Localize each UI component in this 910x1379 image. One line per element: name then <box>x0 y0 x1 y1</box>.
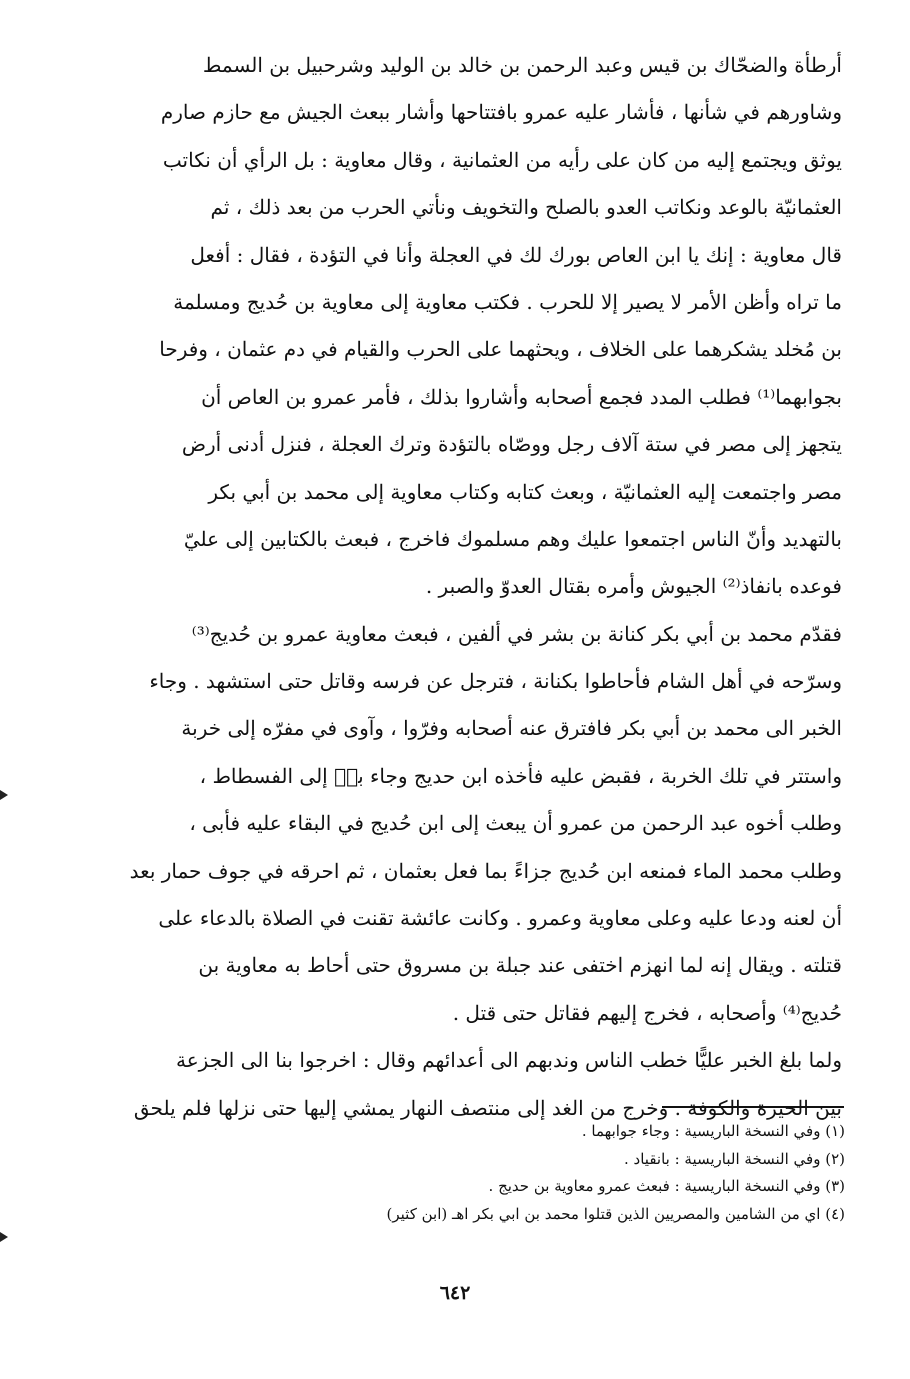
text-line: الخبر الى محمد بن أبي بكر فافترق عنه أصحابه وفرّوا ، وآوى في مفرّه إلى خربة <box>181 716 842 741</box>
text-line: واستتر في تلك الخربة ، فقبض عليه فأخذه ابن حديج وجاء بهٖ إلى الفسطاط ، <box>199 763 842 788</box>
text-line: العثمانيّة بالوعد ونكاتب العدو بالصلح والتخويف ونأتي الحرب من بعد ذلك ، ثم <box>210 195 842 220</box>
text-line: وسرّحه في أهل الشام فأحاطوا بكنانة ، فترجل عن فرسه وقاتل حتى استشهد . وجاء <box>149 669 842 694</box>
footnote: (٤) اي من الشامين والمصريين الذين قتلوا محمد بن ابي بكر اهـ (ابن كثير) <box>386 1204 845 1223</box>
footnote-divider <box>662 1106 844 1108</box>
footnotes-block <box>300 1118 845 1228</box>
text-line: حُديج⁽⁴⁾ وأصحابه ، فخرج إليهم فقاتل حتى قتل . <box>452 1000 842 1025</box>
text-line: ما تراه وأظن الأمر لا يصير إلا للحرب . فكتب معاوية إلى معاوية بن حُديج ومسلمة <box>173 289 842 314</box>
text-line: فوعده بانفاذ⁽²⁾ الجيوش وأمره بقتال العدوّ والصبر . <box>425 574 842 599</box>
footnote: (٣) وفي النسخة الباريسية : فبعث عمرو معاوية بن حديج . <box>488 1177 845 1195</box>
footnote: (١) وفي النسخة الباريسية : وجاء جوابهما . <box>581 1122 845 1140</box>
text-line: أن لعنه ودعا عليه وعلى معاوية وعمرو . وكانت عائشة تقنت في الصلاة بالدعاء على <box>158 906 842 931</box>
text-line: يتجهز إلى مصر في ستة آلاف رجل ووصّاه بالتؤدة وترك العجلة ، فنزل أدنى أرض <box>181 432 842 457</box>
text-line: بن مُخلد يشكرهما على الخلاف ، ويحثهما على الحرب والقيام في دم عثمان ، وفرحا <box>159 337 842 362</box>
text-line: بالتهديد وأنّ الناس اجتمعوا عليك وهم مسلموك فاخرج ، فبعث بالكتابين إلى عليّ <box>183 526 842 551</box>
text-line: وطلب محمد الماء فمنعه ابن حُديج جزاءً بما فعل بعثمان ، ثم احرقه في جوف حمار بعد <box>129 858 842 883</box>
text-line: قتلته . ويقال إنه لما انهزم اختفى عند جبلة بن مسروق حتى أحاط به معاوية بن <box>198 953 842 978</box>
main-text-block <box>80 42 842 1132</box>
margin-mark <box>0 790 8 800</box>
text-line: بين الحيرة والكوفة . وخرج من الغد إلى منتصف النهار يمشي إليها حتى نزلها فلم يلحق <box>133 1095 842 1120</box>
text-line: وشاورهم في شأنها ، فأشار عليه عمرو بافتتاحها وأشار ببعث الجيش مع حازم صارم <box>160 100 842 125</box>
text-line: بجوابهما⁽¹⁾ فطلب المدد فجمع أصحابه وأشاروا بذلك ، فأمر عمرو بن العاص أن <box>201 384 842 409</box>
footnote: (٢) وفي النسخة الباريسية : بانقياد . <box>624 1149 845 1168</box>
text-line: مصر واجتمعت إليه العثمانيّة ، وبعث كتابه وكتاب معاوية إلى محمد بن أبي بكر <box>208 479 842 504</box>
text-line: وطلب أخوه عبد الرحمن من عمرو أن يبعث إلى ابن حُديج في البقاء عليه فأبى ، <box>189 811 842 836</box>
text-line: قال معاوية : إنك يا ابن العاص بورك لك في العجلة وأنا في التؤدة ، فقال : أفعل <box>190 242 842 267</box>
text-line: فقدّم محمد بن أبي بكر كنانة بن بشر في ألفين ، فبعث معاوية عمرو بن حُديج⁽³⁾ <box>191 621 842 646</box>
page-number: ٦٤٢ <box>439 1282 471 1304</box>
text-line: ولما بلغ الخبر عليًّا خطب الناس وندبهم الى أعدائهم وقال : اخرجوا بنا الى الجزعة <box>176 1048 842 1073</box>
margin-mark <box>0 1232 8 1242</box>
text-line: أرطأة والضحّاك بن قيس وعبد الرحمن بن خالد بن الوليد وشرحبيل بن السمط <box>202 53 842 77</box>
text-line: يوثق ويجتمع إليه من كان على رأيه من العثمانية ، وقال معاوية : بل الرأي أن نكاتب <box>162 147 842 172</box>
